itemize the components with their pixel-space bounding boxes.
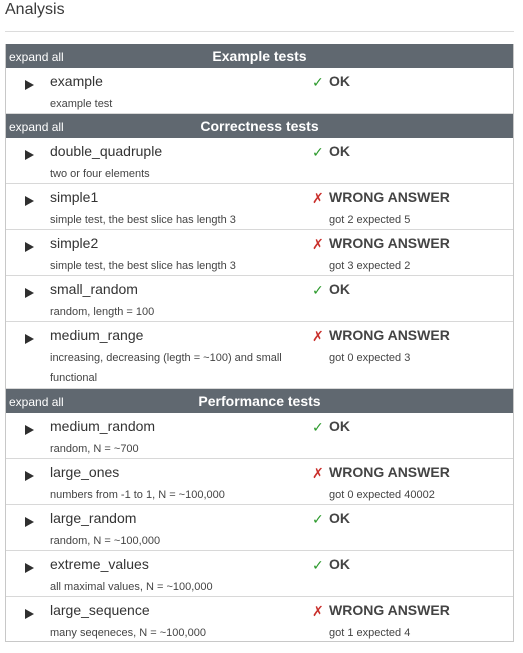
cross-icon: ✗ [312,465,324,481]
triangle-right-icon[interactable] [25,196,34,206]
test-status: WRONG ANSWER [329,602,450,618]
test-status: OK [329,73,350,89]
group-header-example-tests [6,44,513,68]
test-status: OK [329,556,350,572]
test-result-detail: got 1 expected 4 [329,627,411,639]
cross-icon: ✗ [312,190,324,206]
check-icon: ✓ [312,557,324,573]
triangle-right-icon[interactable] [25,150,34,160]
test-description: random, length = 100 [50,306,155,318]
triangle-right-icon[interactable] [25,609,34,619]
check-icon: ✓ [312,511,324,527]
test-row[interactable] [6,276,513,322]
group-title: Example tests [212,48,307,64]
triangle-right-icon[interactable] [25,471,34,481]
test-results-table [5,44,514,642]
triangle-right-icon[interactable] [25,425,34,435]
test-description: simple test, the best slice has length 3 [50,260,236,272]
cross-icon: ✗ [312,328,324,344]
test-name[interactable]: medium_random [50,418,156,434]
test-row[interactable] [6,551,513,597]
test-description: all maximal values, N = ~100,000 [50,581,213,593]
test-status: WRONG ANSWER [329,235,450,251]
check-icon: ✓ [312,74,324,90]
group-header-performance-tests [6,389,513,413]
test-description: many seqeneces, N = ~100,000 [50,627,206,639]
title-divider [5,31,514,32]
test-name[interactable]: medium_range [50,327,144,343]
test-name[interactable]: large_sequence [50,602,150,618]
test-row[interactable] [6,505,513,551]
test-status: WRONG ANSWER [329,327,450,343]
expand-all-button[interactable]: expand all [9,395,64,409]
check-icon: ✓ [312,282,324,298]
triangle-right-icon[interactable] [25,288,34,298]
test-name[interactable]: double_quadruple [50,143,163,159]
test-description: simple test, the best slice has length 3 [50,214,236,226]
test-row[interactable] [6,230,513,276]
test-name[interactable]: small_random [50,281,138,297]
test-row[interactable] [6,68,513,114]
test-description: increasing, decreasing (legth = ~100) and small functional [50,352,282,384]
group-title: Performance tests [198,393,321,409]
triangle-right-icon[interactable] [25,563,34,573]
check-icon: ✓ [312,144,324,160]
test-name[interactable]: example [50,73,103,89]
test-result-detail: got 3 expected 2 [329,260,411,272]
triangle-right-icon[interactable] [25,80,34,90]
test-row[interactable] [6,459,513,505]
test-description: two or four elements [50,168,150,180]
test-name[interactable]: large_ones [50,464,120,480]
test-status: WRONG ANSWER [329,189,450,205]
test-description: random, N = ~100,000 [50,535,161,547]
test-status: OK [329,143,350,159]
test-status: OK [329,281,350,297]
triangle-right-icon[interactable] [25,517,34,527]
triangle-right-icon[interactable] [25,334,34,344]
test-name[interactable]: simple2 [50,235,99,251]
triangle-right-icon[interactable] [25,242,34,252]
test-name[interactable]: extreme_values [50,556,149,572]
test-description: example test [50,98,113,110]
test-row[interactable] [6,322,513,389]
test-status: WRONG ANSWER [329,464,450,480]
cross-icon: ✗ [312,603,324,619]
test-row[interactable] [6,138,513,184]
test-row[interactable] [6,597,513,642]
test-status: OK [329,418,350,434]
test-name[interactable]: simple1 [50,189,99,205]
expand-all-button[interactable]: expand all [9,50,64,64]
test-name[interactable]: large_random [50,510,137,526]
test-result-detail: got 0 expected 40002 [329,489,435,501]
test-result-detail: got 0 expected 3 [329,352,411,364]
page-title: Analysis [5,1,65,18]
check-icon: ✓ [312,419,324,435]
cross-icon: ✗ [312,236,324,252]
test-status: OK [329,510,350,526]
test-description: numbers from -1 to 1, N = ~100,000 [50,489,225,501]
test-row[interactable] [6,413,513,459]
test-result-detail: got 2 expected 5 [329,214,411,226]
group-title: Correctness tests [200,118,319,134]
group-header-correctness-tests [6,114,513,138]
test-row[interactable] [6,184,513,230]
expand-all-button[interactable]: expand all [9,120,64,134]
test-description: random, N = ~700 [50,443,139,455]
